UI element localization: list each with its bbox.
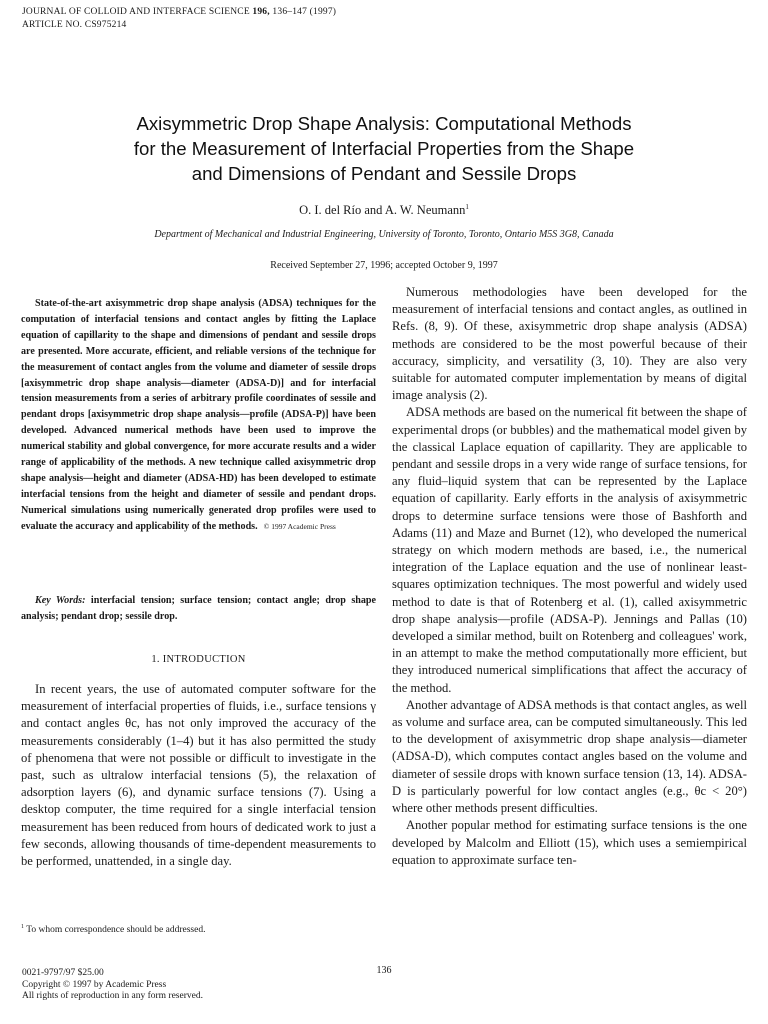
title-line: for the Measurement of Interfacial Properties from the Shape (133, 138, 635, 159)
article-number: ARTICLE NO. CS975214 (22, 20, 127, 30)
rights-line: All rights of reproduction in any form reserved. (22, 991, 203, 1001)
received-dates: Received September 27, 1996; accepted October 9, 1997 (270, 260, 498, 271)
right-column (392, 284, 747, 869)
keywords-text: interfacial tension; surface tension; contact angle; drop shape analysis; pendant drop; sessile drop. (21, 595, 376, 622)
affiliation: Department of Mechanical and Industrial Engineering, University of Toronto, Toronto, Ontario M5S 3G8, Canada (154, 229, 614, 240)
copyright-line: Copyright © 1997 by Academic Press (22, 979, 167, 990)
keywords (21, 593, 376, 625)
author-footnote-mark: 1 (465, 203, 469, 211)
body-paragraph: ADSA methods are based on the numerical fit between the shape of experimental drops (or bubbles) and the mathematical model given by the classical Laplace equation of capillarity. They are applicable to pendant and sessile drops in a very wide range of surface tensions, for any fluid–liquid system that can be represented by the Laplace equation of capillarity. Early efforts in the analysis of axisymmetric drops to determine surface tensions were those of Bashforth and Adams (11) and Maze and Burnet (12), who developed the numerical strategy on which modern methods are based, i.e., the numerical integration of the Laplace equation and the use of nonlinear least-squares optimization techniques. The most powerful and widely used method to date is that of Rotenberg et al. (1), called axisymmetric drop shape analysis—profile (ADSA-P). Jennings and Pallas (10) developed a similar method, built on Rotenberg and colleagues' work, in an attempt to make the method computationally more efficient, but they introduced numerical simplifications that affect the accuracy of the method. (392, 405, 747, 695)
journal-name: JOURNAL OF COLLOID AND INTERFACE SCIENCE (22, 7, 250, 17)
page-number: 136 (376, 965, 392, 976)
footnote-text: To whom correspondence should be addressed. (26, 925, 206, 936)
title-line: and Dimensions of Pendant and Sessile Drops (191, 163, 577, 184)
journal-header (22, 6, 336, 32)
issn-price: 0021-9797/97 $25.00 (22, 968, 104, 978)
journal-volume: 196, (252, 7, 270, 17)
body-paragraph: Another popular method for estimating surface tensions is the one developed by Malcolm and Elliott (15), which uses a semiempirical equation to approximate surface ten- (392, 818, 747, 867)
abstract-copyright: © 1997 Academic Press (263, 521, 336, 531)
journal-pages-year: 136–147 (1997) (272, 7, 337, 17)
body-paragraph: Another advantage of ADSA methods is that contact angles, as well as volume and surface area, can be computed simultaneously. This led to the development of axisymmetric drop shape analysis—diameter (ADSA-D), which computes contact angles based on the volume and diameter of sessile drops with known surface tension (13, 14). ADSA-D is particularly powerful for low contact angles (e.g., θc < 20°) where other methods present difficulties. (392, 697, 748, 816)
section-heading: 1. INTRODUCTION (151, 654, 246, 665)
body-paragraph: Numerous methodologies have been developed for the measurement of interfacial tensions and contact angles, as outlined in Refs. (8, 9). Of these, axisymmetric drop shape analysis (ADSA) methods are considered to be the most powerful because of their accuracy, simplicity, and versatility (3, 10). They are also very suitable for automated computer implementation by means of digital image analysis (2). (392, 285, 747, 403)
intro-paragraph: In recent years, the use of automated computer software for the measurement of interfacial properties of fluids, i.e., surface tensions γ and contact angles θc, has not only improved the accuracy of the measurements considerably (1–4) but it has also permitted the study of phenomena that were not possible or difficult to investigate in the past, such as ultralow interfacial tensions (5), the relaxation of adsorption layers (6), and dynamic surface tensions (7). Using a desktop computer, the time required for a single interfacial tension measurement has been reduced from hours of dedicated work to just a few seconds, allowing thousands of time-dependent measurements to be performed, unattended, in a single day. (21, 682, 376, 869)
authors (0, 203, 768, 218)
journal-citation (22, 6, 336, 19)
keywords-label: Key Words: (35, 595, 86, 606)
paper-title (40, 111, 728, 186)
author-names: O. I. del Río and A. W. Neumann (299, 203, 466, 218)
title-line: Axisymmetric Drop Shape Analysis: Computational Methods (136, 113, 632, 134)
abstract-text: State-of-the-art axisymmetric drop shape analysis (ADSA) techniques for the computation of interfacial tensions and contact angles by fitting the Laplace equation of capillarity to the shape and dimensions of pendant and sessile drops are presented. More accurate, efficient, and reliable versions of the technique for the measurement of contact angles from the volume and diameter of sessile drops [axisymmetric drop shape analysis—diameter (ADSA-D)] and for interfacial tension measurements from a series of arbitrary profile coordinates of sessile and pendant drops [axisymmetric drop shape analysis—profile (ADSA-P)] have been developed. Advanced numerical methods have been used to improve the numerical stability and global convergence, for more accurate results and a wider range of applicability of the methods. A new technique called axisymmetric drop shape analysis—height and diameter (ADSA-HD) has been developed to estimate interfacial tensions from the height and diameter of sessile and pendant drops. Numerical simulations using numerically generated drop profiles were used to evaluate the accuracy and applicability of the methods. (21, 298, 376, 532)
abstract (21, 296, 376, 535)
footnote-mark: 1 (21, 924, 24, 930)
footnote (21, 921, 376, 937)
